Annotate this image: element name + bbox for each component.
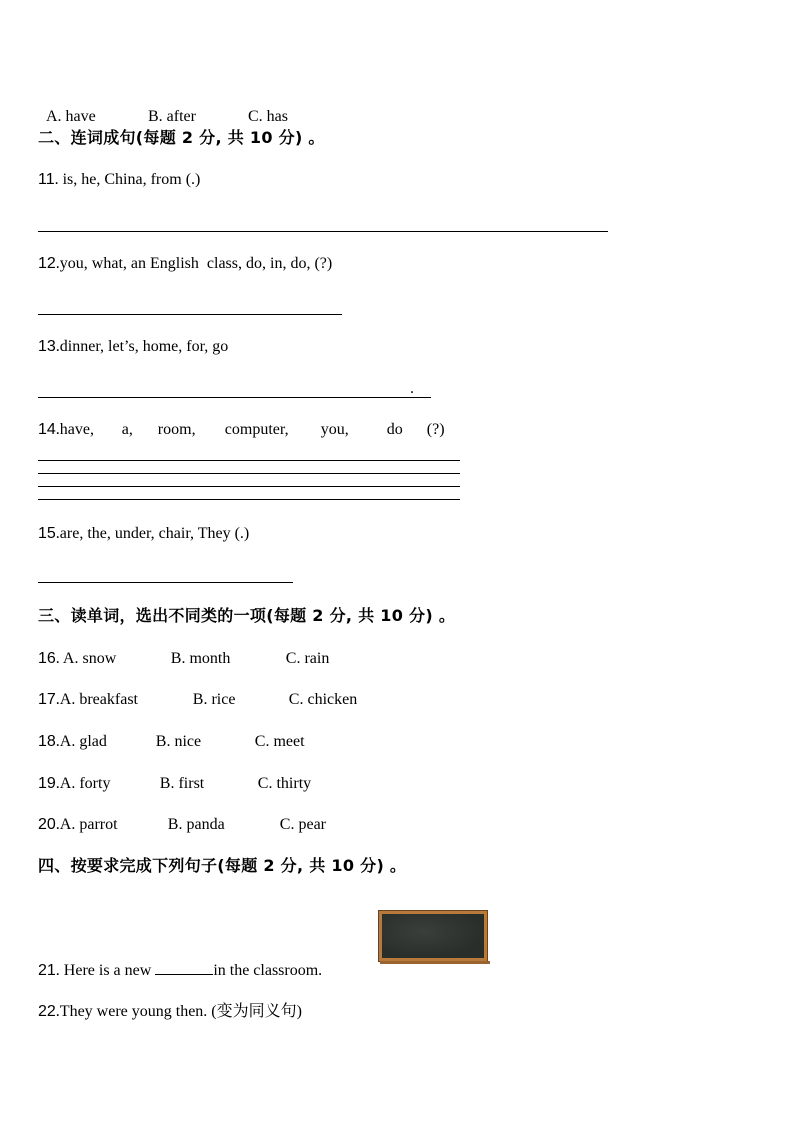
q11-text: . is, he, China, from (.) [54,171,201,188]
q16-option-a: . A. snow [55,650,117,667]
q18-number: 18 [38,733,56,750]
question-11 [38,170,200,190]
q18-option-a: .A. glad [55,733,107,750]
q19-option-c: C. thirty [257,775,312,792]
section3-heading: 三、读单词，选出不同类的一项(每题 2 分, 共 10 分) 。 [38,606,456,625]
q10-option-a: A. have [46,108,96,125]
q14-word-7: (?) [426,421,445,438]
q11-number: 11 [38,171,55,188]
q21-blank[interactable] [155,960,213,975]
q21-number: 21 [38,962,56,979]
q14-answer-line-1[interactable] [38,460,460,461]
q19-option-a: .A. forty [55,775,111,792]
q10-option-c: C. has [248,108,288,125]
q16-number: 16 [38,650,56,667]
q14-word-1: .have, [55,421,94,438]
question-12 [38,254,332,274]
question-20 [38,815,326,835]
question-19 [38,774,311,794]
q13-answer-line[interactable] [38,397,431,398]
q12-number: 12 [38,255,56,272]
question-21 [38,960,322,981]
q17-option-a: .A. breakfast [55,691,138,708]
q22-number: 22 [38,1003,56,1020]
q14-answer-line-2[interactable] [38,473,460,474]
question-18 [38,732,305,752]
q22-text: .They were young then. (变为同义句) [55,1003,302,1020]
q19-number: 19 [38,775,56,792]
blackboard-surface [382,914,484,958]
q13-text: .dinner, let’s, home, for, go [55,338,229,355]
q15-answer-line[interactable] [38,582,293,583]
q14-word-3: room, [157,421,196,438]
q15-text: .are, the, under, chair, They (.) [55,525,250,542]
q14-word-4: computer, [224,421,289,438]
q14-word-5: you, [320,421,349,438]
q19-option-b: B. first [159,775,205,792]
q14-answer-line-3[interactable] [38,486,460,487]
q20-option-b: B. panda [167,816,225,833]
q16-option-b: B. month [170,650,231,667]
q20-option-a: .A. parrot [55,816,118,833]
q17-option-b: B. rice [192,691,236,708]
blackboard-chalk-tray [380,961,490,964]
q15-number: 15 [38,525,56,542]
q20-number: 20 [38,816,56,833]
question-22 [38,1002,302,1022]
question-15 [38,524,249,544]
q21-text-after: in the classroom. [213,962,323,979]
q13-number: 13 [38,338,56,355]
question-14 [38,420,445,440]
q14-word-2: a, [121,421,133,438]
question-13 [38,337,228,357]
q14-word-6: do [386,421,403,438]
q16-option-c: C. rain [285,650,330,667]
q12-text: .you, what, an English class, do, in, do, (?) [55,255,333,272]
q20-option-c: C. pear [279,816,326,833]
q14-number: 14 [38,421,56,438]
q17-option-c: C. chicken [288,691,358,708]
section2-heading: 二、连词成句(每题 2 分, 共 10 分) 。 [38,128,325,147]
q13-answer-period: . [410,380,414,397]
q10-options [38,87,288,127]
q14-answer-line-4[interactable] [38,499,460,500]
q11-answer-line[interactable] [38,231,608,232]
q17-number: 17 [38,691,56,708]
q18-option-c: C. meet [254,733,305,750]
blackboard-image [378,910,488,962]
q10-option-b: B. after [148,108,196,125]
q12-answer-line[interactable] [38,314,342,315]
q21-text-before: . Here is a new [55,962,156,979]
question-17 [38,690,357,710]
question-16 [38,649,329,669]
q18-option-b: B. nice [155,733,202,750]
section4-heading: 四、按要求完成下列句子(每题 2 分, 共 10 分) 。 [38,856,407,875]
